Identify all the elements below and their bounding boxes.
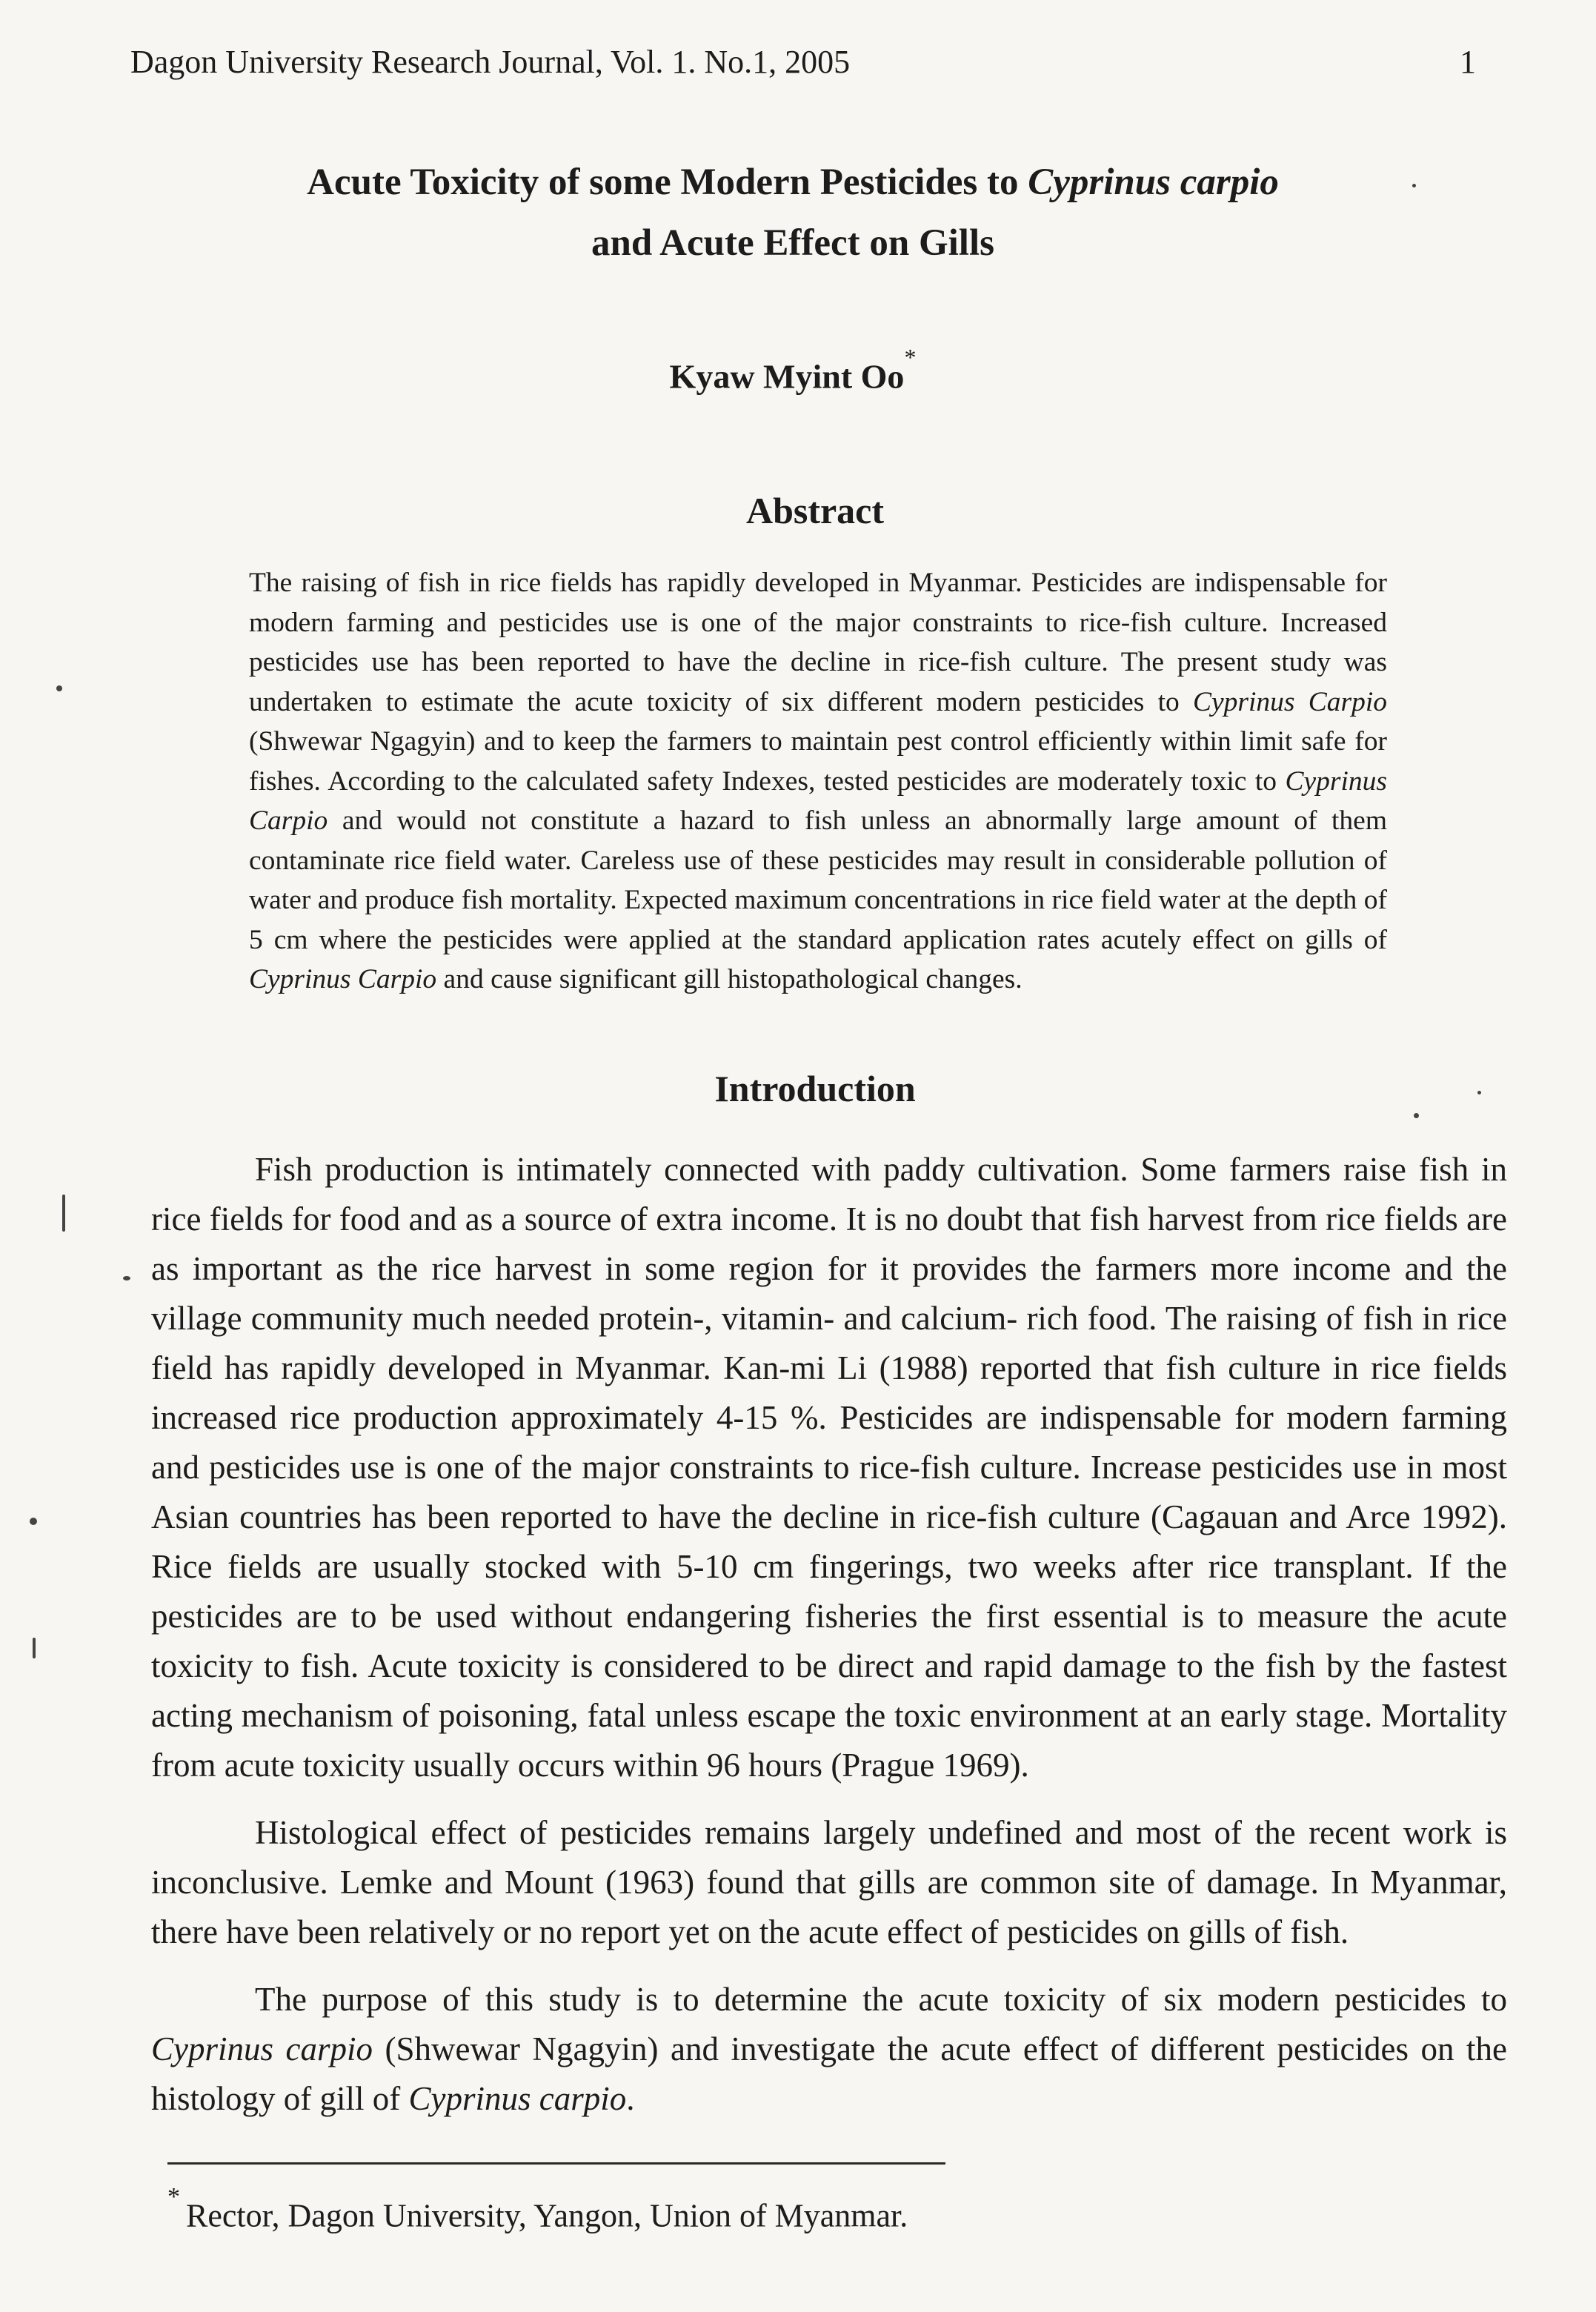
author-footnote-mark: * <box>904 344 917 371</box>
footnote <box>167 2183 908 2235</box>
species-name: Cyprinus carpio <box>151 2030 373 2067</box>
abstract-segment: The raising of fish in rice fields has rapidly developed in Myanmar. Pesticides are indispensable for modern farming and pesticides use is one of the major constraints to rice-fish culture. Increased pesticides use has been reported to have the decline in rice-fish culture. The present study was undertaken to estimate the acute toxicity of six different modern pesticides to <box>249 568 1387 717</box>
title-part-1: Acute Toxicity of some Modern Pesticides to <box>307 162 1028 203</box>
species-name: Cyprinus Carpio <box>1192 686 1388 717</box>
footnote-divider <box>167 2162 945 2165</box>
abstract-text <box>249 563 1387 1000</box>
introduction-heading: Introduction <box>714 1068 916 1109</box>
species-name: Cyprinus carpio <box>408 2080 627 2117</box>
scan-speck <box>1414 1113 1419 1118</box>
scan-speck <box>33 1638 36 1658</box>
paper-title <box>185 152 1400 273</box>
intro-paragraph-2: Histological effect of pesticides remains largely undefined and most of the recent work is inconclusive. Lemke and Mount (1963) found that gills are common site of damage. In Myanmar, there have been relatively or no report yet on the acute effect of pesticides on gills of fish. <box>151 1814 1507 1950</box>
paragraph-segment: (Shwewar Ngagyin) and investigate the acute effect of different pesticides on the histology of gill of <box>151 2030 1507 2117</box>
author-name: Kyaw Myint Oo <box>669 357 905 396</box>
scan-speck <box>1477 1091 1481 1094</box>
scan-speck <box>1412 184 1416 187</box>
scan-speck <box>62 1195 65 1232</box>
paragraph-segment: The purpose of this study is to determine the acute toxicity of six modern pesticides to <box>255 1981 1507 2018</box>
author-line <box>519 344 1067 396</box>
introduction-body <box>151 1145 1507 2142</box>
species-name: Cyprinus Carpio <box>249 765 1387 836</box>
title-species: Cyprinus carpio <box>1028 162 1279 203</box>
scan-speck <box>123 1276 130 1280</box>
running-header: Dagon University Research Journal, Vol. 1. No.1, 2005 <box>130 44 851 80</box>
species-name: Cyprinus Carpio <box>249 964 437 994</box>
abstract-heading: Abstract <box>745 490 885 531</box>
abstract-segment: (Shwewar Ngagyin) and to keep the farmers to maintain pest control efficiently within limit safe for fishes. According to the calculated safety Indexes, tested pesticides are moderately toxic to <box>249 726 1387 797</box>
intro-paragraph-1: Fish production is intimately connected with paddy cultivation. Some farmers raise fish in rice fields for food and as a source of extra income. It is no doubt that fish harvest from rice fields are as important as the rice harvest in some region for it provides the farmers more income and the village community much needed protein-, vitamin- and calcium- rich food. The raising of fish in rice field has rapidly developed in Myanmar. Kan-mi Li (1988) reported that fish culture in rice fields increased rice production approximately 4-15 %. Pesticides are indispensable for modern farming and pesticides use is one of the major constraints to rice-fish culture. Increase pesticides use in most Asian countries has been reported to have the decline in rice-fish culture (Cagauan and Arce 1992). Rice fields are usually stocked with 5-10 cm fingerings, two weeks after rice transplant. If the pesticides are to be used without endangering fisheries the first essential is to measure the acute toxicity to fish. Acute toxicity is considered to be direct and rapid damage to the fish by the fastest acting mechanism of poisoning, fatal unless escape the toxic environment at an early stage. Mortality from acute toxicity usually occurs within 96 hours (Prague 1969). <box>151 1151 1507 1784</box>
footnote-text: Rector, Dagon University, Yangon, Union of Myanmar. <box>186 2197 908 2234</box>
abstract-segment: and would not constitute a hazard to fish unless an abnormally large amount of them contaminate rice field water. Careless use of these pesticides may result in considerable pollution of water and produce fish mortality. Expected maximum concentrations in rice field water at the depth of 5 cm where the pesticides were applied at the standard application rates acutely effect on gills of <box>249 805 1387 955</box>
footnote-mark: * <box>167 2183 180 2210</box>
scan-speck <box>56 685 62 691</box>
abstract-segment: and cause significant gill histopathological changes. <box>436 964 1023 994</box>
paragraph-segment: . <box>626 2080 635 2117</box>
title-line-2: and Acute Effect on Gills <box>591 222 994 264</box>
intro-paragraph-3 <box>151 1975 1507 2124</box>
scan-speck <box>30 1518 37 1525</box>
page-number: 1 <box>1460 44 1476 80</box>
